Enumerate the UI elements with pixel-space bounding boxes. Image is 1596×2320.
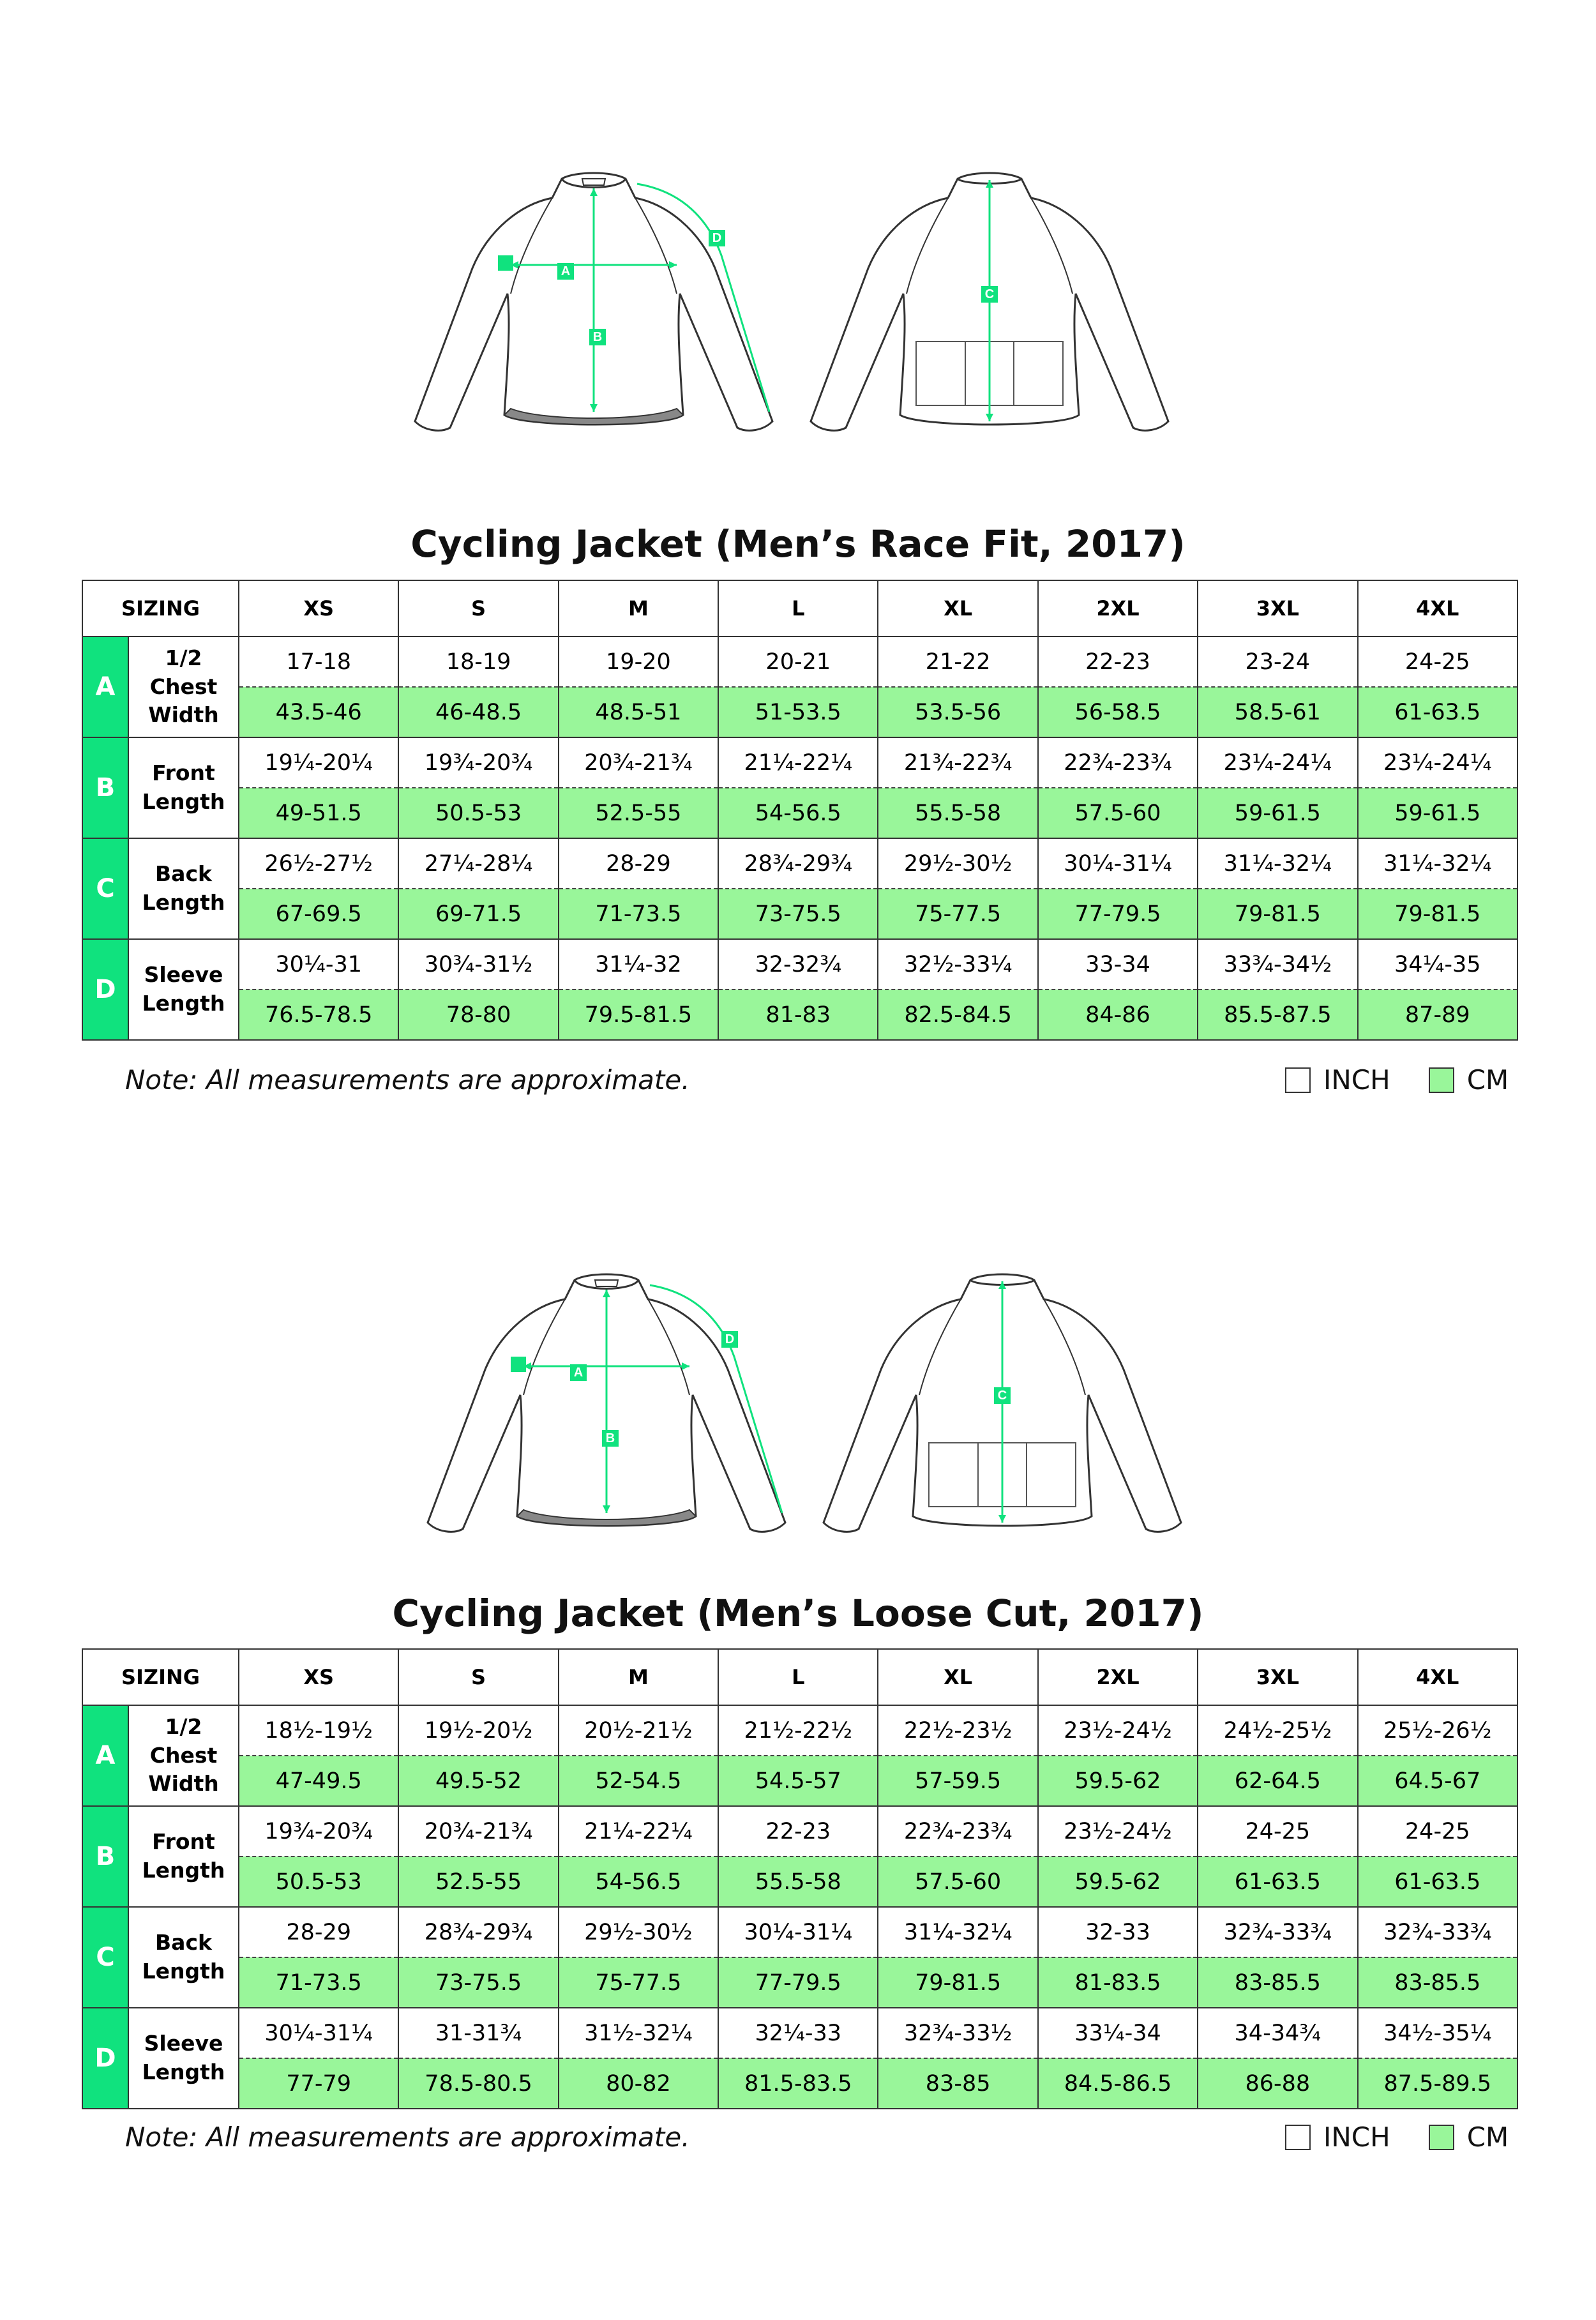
inch-value-cell: 32¾-33½	[878, 2008, 1037, 2058]
cm-value-cell: 83-85.5	[1198, 1957, 1357, 2008]
inch-value-cell: 21-22	[878, 636, 1037, 687]
inch-value-cell: 22½-23½	[878, 1705, 1037, 1756]
inch-value-cell: 30¼-31¼	[1038, 838, 1198, 889]
inch-value-cell: 22-23	[1038, 636, 1198, 687]
measurement-name-line: Sleeve	[144, 2031, 223, 2056]
note-text: Note: All measurements are approximate.	[125, 1064, 690, 1096]
measurement-name	[128, 2008, 239, 2109]
cm-value-cell: 52-54.5	[559, 1756, 718, 1806]
measurement-row-cm	[82, 1957, 1517, 2008]
size-header: 3XL	[1198, 580, 1357, 636]
measurement-name-line: Width	[148, 1771, 219, 1796]
measurement-row-inch	[82, 636, 1517, 687]
chart-title-loose-cut: Cycling Jacket (Men’s Loose Cut, 2017)	[392, 1592, 1204, 1635]
measurement-name-line: Front	[152, 760, 215, 786]
measurement-name-line: Length	[142, 991, 225, 1016]
inch-value-cell: 24-25	[1358, 1806, 1517, 1857]
cm-value-cell: 79-81.5	[1358, 889, 1517, 939]
inch-value-cell: 21¼-22¼	[559, 1806, 718, 1857]
cm-value-cell: 76.5-78.5	[239, 990, 398, 1040]
inch-swatch	[1285, 1067, 1311, 1093]
measurement-row-cm	[82, 687, 1517, 737]
cm-value-cell: 47-49.5	[239, 1756, 398, 1806]
cm-value-cell: 81-83	[718, 990, 878, 1040]
cm-value-cell: 79.5-81.5	[559, 990, 718, 1040]
measurement-letter: A	[82, 636, 128, 737]
sizing-header: SIZING	[82, 1649, 239, 1705]
cm-value-cell: 61-63.5	[1358, 1857, 1517, 1907]
marker-d: D	[709, 230, 725, 246]
inch-value-cell: 32-32¾	[718, 939, 878, 990]
marker-c: C	[994, 1387, 1011, 1404]
size-header: XS	[239, 1649, 398, 1705]
inch-swatch	[1285, 2125, 1311, 2150]
measurement-letter: C	[82, 1907, 128, 2008]
measurement-letter: D	[82, 2008, 128, 2109]
measurement-letter: B	[82, 1806, 128, 1907]
inch-value-cell: 20¾-21¾	[398, 1806, 558, 1857]
measurement-name-line: Sleeve	[144, 962, 223, 988]
measurement-row-inch	[82, 1907, 1517, 1957]
inch-value-cell: 32¾-33¾	[1358, 1907, 1517, 1957]
inch-value-cell: 31¼-32¼	[878, 1907, 1037, 1957]
inch-value-cell: 30¾-31½	[398, 939, 558, 990]
sizing-header: SIZING	[82, 580, 239, 636]
inch-value-cell: 22-23	[718, 1806, 878, 1857]
cm-value-cell: 64.5-67	[1358, 1756, 1517, 1806]
inch-value-cell: 19¾-20¾	[398, 737, 558, 788]
inch-value-cell: 21¾-22¾	[878, 737, 1037, 788]
measurement-row-inch	[82, 737, 1517, 788]
inch-value-cell: 33-34	[1038, 939, 1198, 990]
inch-value-cell: 19-20	[559, 636, 718, 687]
size-header: S	[398, 580, 558, 636]
marker-d: D	[721, 1331, 738, 1348]
measurement-name	[128, 939, 239, 1040]
chart-title-race-fit: Cycling Jacket (Men’s Race Fit, 2017)	[410, 522, 1186, 566]
cm-value-cell: 79-81.5	[878, 1957, 1037, 2008]
size-header: M	[559, 1649, 718, 1705]
size-header: L	[718, 1649, 878, 1705]
measurement-name-line: Length	[142, 1959, 225, 1984]
inch-value-cell: 34½-35¼	[1358, 2008, 1517, 2058]
size-table-loose-cut	[82, 1648, 1518, 2109]
inch-value-cell: 19¼-20¼	[239, 737, 398, 788]
size-header: XL	[878, 580, 1037, 636]
measurement-name	[128, 1806, 239, 1907]
size-header: L	[718, 580, 878, 636]
size-header: XL	[878, 1649, 1037, 1705]
cm-value-cell: 54-56.5	[559, 1857, 718, 1907]
inch-value-cell: 29½-30½	[878, 838, 1037, 889]
inch-value-cell: 20½-21½	[559, 1705, 718, 1756]
inch-value-cell: 30¼-31¼	[239, 2008, 398, 2058]
inch-value-cell: 31¼-32¼	[1358, 838, 1517, 889]
cm-value-cell: 84.5-86.5	[1038, 2058, 1198, 2109]
measurement-row-cm	[82, 990, 1517, 1040]
size-header: 2XL	[1038, 580, 1198, 636]
cm-value-cell: 69-71.5	[398, 889, 558, 939]
inch-value-cell: 19½-20½	[398, 1705, 558, 1756]
inch-value-cell: 23-24	[1198, 636, 1357, 687]
measurement-row-cm	[82, 1857, 1517, 1907]
cm-value-cell: 53.5-56	[878, 687, 1037, 737]
inch-value-cell: 32¾-33¾	[1198, 1907, 1357, 1957]
cm-value-cell: 55.5-58	[718, 1857, 878, 1907]
cm-value-cell: 79-81.5	[1198, 889, 1357, 939]
measurement-name-line: Width	[148, 702, 219, 728]
cm-value-cell: 50.5-53	[239, 1857, 398, 1907]
inch-value-cell: 23¼-24¼	[1358, 737, 1517, 788]
cm-value-cell: 57-59.5	[878, 1756, 1037, 1806]
marker-a: A	[570, 1364, 587, 1381]
inch-value-cell: 32-33	[1038, 1907, 1198, 1957]
cm-value-cell: 48.5-51	[559, 687, 718, 737]
measurement-row-inch	[82, 838, 1517, 889]
cm-value-cell: 58.5-61	[1198, 687, 1357, 737]
legend	[1285, 2121, 1509, 2153]
measurement-row-inch	[82, 939, 1517, 990]
measurement-name-line: Back	[155, 1930, 212, 1955]
marker-b: B	[589, 329, 606, 345]
measurement-name	[128, 636, 239, 737]
legend	[1285, 1064, 1509, 1096]
size-header: 3XL	[1198, 1649, 1357, 1705]
cm-value-cell: 71-73.5	[239, 1957, 398, 2008]
cm-value-cell: 43.5-46	[239, 687, 398, 737]
cm-value-cell: 84-86	[1038, 990, 1198, 1040]
inch-value-cell: 20-21	[718, 636, 878, 687]
cm-value-cell: 52.5-55	[559, 788, 718, 838]
cm-value-cell: 77-79	[239, 2058, 398, 2109]
measurement-row-cm	[82, 1756, 1517, 1806]
inch-value-cell: 33¼-34	[1038, 2008, 1198, 2058]
cm-swatch	[1429, 2125, 1454, 2150]
inch-value-cell: 24-25	[1358, 636, 1517, 687]
legend-inch-label: INCH	[1323, 1064, 1390, 1096]
measurement-letter: B	[82, 737, 128, 838]
cm-value-cell: 55.5-58	[878, 788, 1037, 838]
cm-value-cell: 46-48.5	[398, 687, 558, 737]
marker-b: B	[602, 1430, 619, 1447]
inch-value-cell: 34¼-35	[1358, 939, 1517, 990]
inch-value-cell: 24½-25½	[1198, 1705, 1357, 1756]
measurement-name-line: Length	[142, 1858, 225, 1883]
inch-value-cell: 21¼-22¼	[718, 737, 878, 788]
legend-inch-label: INCH	[1323, 2121, 1390, 2153]
inch-value-cell: 23½-24½	[1038, 1705, 1198, 1756]
inch-value-cell: 28¾-29¾	[718, 838, 878, 889]
cm-value-cell: 67-69.5	[239, 889, 398, 939]
cm-value-cell: 81-83.5	[1038, 1957, 1198, 2008]
cm-value-cell: 56-58.5	[1038, 687, 1198, 737]
cm-value-cell: 61-63.5	[1198, 1857, 1357, 1907]
inch-value-cell: 22¾-23¾	[878, 1806, 1037, 1857]
measurement-name-line: Front	[152, 1829, 215, 1855]
cm-value-cell: 77-79.5	[1038, 889, 1198, 939]
inch-value-cell: 24-25	[1198, 1806, 1357, 1857]
measurement-row-cm	[82, 889, 1517, 939]
cm-value-cell: 61-63.5	[1358, 687, 1517, 737]
measurement-name	[128, 1705, 239, 1806]
measurement-row-inch	[82, 1806, 1517, 1857]
size-header: 4XL	[1358, 580, 1517, 636]
cm-value-cell: 87-89	[1358, 990, 1517, 1040]
marker-c: C	[981, 286, 998, 303]
measurement-name-line: Back	[155, 861, 212, 887]
cm-value-cell: 77-79.5	[718, 1957, 878, 2008]
cm-value-cell: 71-73.5	[559, 889, 718, 939]
cm-value-cell: 75-77.5	[878, 889, 1037, 939]
cm-value-cell: 57.5-60	[1038, 788, 1198, 838]
cm-value-cell: 62-64.5	[1198, 1756, 1357, 1806]
measurement-row-cm	[82, 788, 1517, 838]
cm-value-cell: 51-53.5	[718, 687, 878, 737]
inch-value-cell: 27¼-28¼	[398, 838, 558, 889]
cm-value-cell: 75-77.5	[559, 1957, 718, 2008]
inch-value-cell: 31½-32¼	[559, 2008, 718, 2058]
inch-value-cell: 21½-22½	[718, 1705, 878, 1756]
cm-value-cell: 73-75.5	[398, 1957, 558, 2008]
cm-value-cell: 81.5-83.5	[718, 2058, 878, 2109]
measurement-name-line: Chest	[149, 1742, 218, 1768]
inch-value-cell: 30¼-31	[239, 939, 398, 990]
inch-value-cell: 32¼-33	[718, 2008, 878, 2058]
inch-value-cell: 33¾-34½	[1198, 939, 1357, 990]
inch-value-cell: 22¾-23¾	[1038, 737, 1198, 788]
measurement-row-inch	[82, 1705, 1517, 1756]
measurement-name	[128, 737, 239, 838]
cm-value-cell: 78.5-80.5	[398, 2058, 558, 2109]
inch-value-cell: 31¼-32¼	[1198, 838, 1357, 889]
header-row	[82, 1649, 1517, 1705]
cm-value-cell: 54-56.5	[718, 788, 878, 838]
cm-value-cell: 80-82	[559, 2058, 718, 2109]
size-header: M	[559, 580, 718, 636]
measurement-name	[128, 1907, 239, 2008]
size-header: S	[398, 1649, 558, 1705]
cm-value-cell: 57.5-60	[878, 1857, 1037, 1907]
measurement-name	[128, 838, 239, 939]
measurement-name-line: 1/2	[165, 1714, 202, 1740]
header-row	[82, 580, 1517, 636]
marker-a: A	[557, 263, 574, 280]
cm-value-cell: 52.5-55	[398, 1857, 558, 1907]
legend-cm-label: CM	[1466, 2121, 1509, 2153]
measurement-row-cm	[82, 2058, 1517, 2109]
inch-value-cell: 31¼-32	[559, 939, 718, 990]
cm-value-cell: 59.5-62	[1038, 1857, 1198, 1907]
cm-value-cell: 83-85.5	[1358, 1957, 1517, 2008]
measurement-row-inch	[82, 2008, 1517, 2058]
inch-value-cell: 17-18	[239, 636, 398, 687]
inch-value-cell: 23¼-24¼	[1198, 737, 1357, 788]
cm-value-cell: 78-80	[398, 990, 558, 1040]
cm-value-cell: 86-88	[1198, 2058, 1357, 2109]
race-fit-jacket-diagram	[396, 153, 1187, 447]
inch-value-cell: 29½-30½	[559, 1907, 718, 1957]
legend-cm-label: CM	[1466, 1064, 1509, 1096]
inch-value-cell: 32½-33¼	[878, 939, 1037, 990]
size-header: 2XL	[1038, 1649, 1198, 1705]
inch-value-cell: 28¾-29¾	[398, 1907, 558, 1957]
cm-value-cell: 82.5-84.5	[878, 990, 1037, 1040]
measurement-name-line: 1/2	[165, 645, 202, 671]
cm-value-cell: 73-75.5	[718, 889, 878, 939]
note-text: Note: All measurements are approximate.	[125, 2121, 690, 2153]
inch-value-cell: 18½-19½	[239, 1705, 398, 1756]
inch-value-cell: 25½-26½	[1358, 1705, 1517, 1756]
inch-value-cell: 23½-24½	[1038, 1806, 1198, 1857]
cm-value-cell: 49-51.5	[239, 788, 398, 838]
cm-value-cell: 85.5-87.5	[1198, 990, 1357, 1040]
measurement-name-line: Length	[142, 2060, 225, 2084]
inch-value-cell: 30¼-31¼	[718, 1907, 878, 1957]
cm-value-cell: 59-61.5	[1198, 788, 1357, 838]
size-header: 4XL	[1358, 1649, 1517, 1705]
measurement-name-line: Length	[142, 890, 225, 915]
cm-value-cell: 59-61.5	[1358, 788, 1517, 838]
measurement-letter: A	[82, 1705, 128, 1806]
measurement-name-line: Chest	[149, 674, 218, 699]
inch-value-cell: 26½-27½	[239, 838, 398, 889]
inch-value-cell: 28-29	[239, 1907, 398, 1957]
measurement-name-line: Length	[142, 789, 225, 814]
loose-cut-jacket-diagram	[409, 1254, 1200, 1548]
cm-value-cell: 50.5-53	[398, 788, 558, 838]
size-table-race-fit	[82, 580, 1518, 1041]
cm-swatch	[1429, 1067, 1454, 1093]
cm-value-cell: 59.5-62	[1038, 1756, 1198, 1806]
inch-value-cell: 19¾-20¾	[239, 1806, 398, 1857]
cm-value-cell: 54.5-57	[718, 1756, 878, 1806]
measurement-letter: D	[82, 939, 128, 1040]
inch-value-cell: 18-19	[398, 636, 558, 687]
cm-value-cell: 49.5-52	[398, 1756, 558, 1806]
cm-value-cell: 87.5-89.5	[1358, 2058, 1517, 2109]
size-header: XS	[239, 580, 398, 636]
inch-value-cell: 34-34¾	[1198, 2008, 1357, 2058]
inch-value-cell: 28-29	[559, 838, 718, 889]
inch-value-cell: 20¾-21¾	[559, 737, 718, 788]
measurement-letter: C	[82, 838, 128, 939]
cm-value-cell: 83-85	[878, 2058, 1037, 2109]
inch-value-cell: 31-31¾	[398, 2008, 558, 2058]
